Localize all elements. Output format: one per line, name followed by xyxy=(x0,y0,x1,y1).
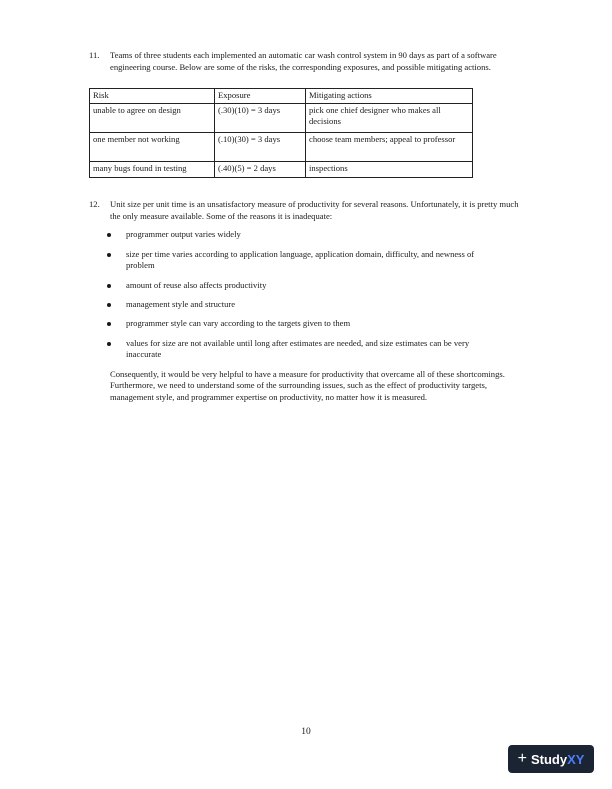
table-cell: (.40)(5) = 2 days xyxy=(215,162,306,178)
question-number: 12. xyxy=(89,199,100,209)
list-item xyxy=(89,299,519,311)
plus-icon: + xyxy=(517,750,527,767)
header-mitigating-actions: Mitigating actions xyxy=(306,89,473,104)
header-exposure: Exposure xyxy=(215,89,306,104)
question-11 xyxy=(89,50,519,73)
studyxy-badge[interactable] xyxy=(508,745,594,773)
risk-table xyxy=(89,88,473,178)
list-item-text: values for size are not available until long after estimates are needed, and size estimates can be very inaccurate xyxy=(126,337,470,360)
bullet-icon xyxy=(107,233,111,237)
bullet-icon xyxy=(107,303,111,307)
table-cell: (.30)(10) = 3 days xyxy=(215,104,306,133)
bullet-icon xyxy=(107,342,111,346)
table-row xyxy=(90,162,473,178)
question-12 xyxy=(89,199,519,404)
bullet-icon xyxy=(107,284,111,288)
question-text: Unit size per unit time is an unsatisfactory measure of productivity for several reasons. Unfortunately, it is pretty much the only measure available. Some of the reasons it is inadequate: xyxy=(110,199,519,221)
table-header-row xyxy=(90,89,473,104)
question-number: 11. xyxy=(89,50,100,60)
list-item-text: programmer style can vary according to the targets given to them xyxy=(126,318,351,329)
table-cell: many bugs found in testing xyxy=(90,162,215,178)
reasons-list xyxy=(89,229,519,361)
list-item-text: management style and structure xyxy=(126,298,236,309)
table-cell: (.10)(30) = 3 days xyxy=(215,133,306,162)
list-item-text: programmer output varies widely xyxy=(126,229,241,240)
question-text: Teams of three students each implemented an automatic car wash control system in 90 days as part of a software engineering course. Below are some of the risks, the corresponding exposures, and possible mitigating actions. xyxy=(110,50,497,72)
bullet-icon xyxy=(107,322,111,326)
conclusion-paragraph: Consequently, it would be very helpful to have a measure for productivity that overcame all of these shortcomings. Furthermore, we need to understand some of the surrounding issues, such as the effect of productivity targets, management style, and programmer expertise on productivity, no matter how it is measured. xyxy=(110,368,505,402)
table-cell: one member not working xyxy=(90,133,215,162)
table-cell: inspections xyxy=(306,162,473,178)
list-item xyxy=(89,338,519,361)
list-item xyxy=(89,229,519,241)
list-item-text: amount of reuse also affects productivity xyxy=(126,279,267,290)
list-item-text: size per time varies according to application language, application domain, difficulty, and newness of problem xyxy=(126,248,475,271)
table-row xyxy=(90,133,473,162)
table-row xyxy=(90,104,473,133)
badge-text-xy: XY xyxy=(567,751,585,767)
badge-text-study: Study xyxy=(530,751,568,767)
table-cell: pick one chief designer who makes all decisions xyxy=(306,104,473,133)
table-cell: unable to agree on design xyxy=(90,104,215,133)
list-item xyxy=(89,280,519,292)
page-number: 10 xyxy=(301,727,311,737)
table-cell: choose team members; appeal to professor xyxy=(306,133,473,162)
header-risk: Risk xyxy=(90,89,215,104)
list-item xyxy=(89,249,519,272)
list-item xyxy=(89,318,519,330)
bullet-icon xyxy=(107,253,111,257)
